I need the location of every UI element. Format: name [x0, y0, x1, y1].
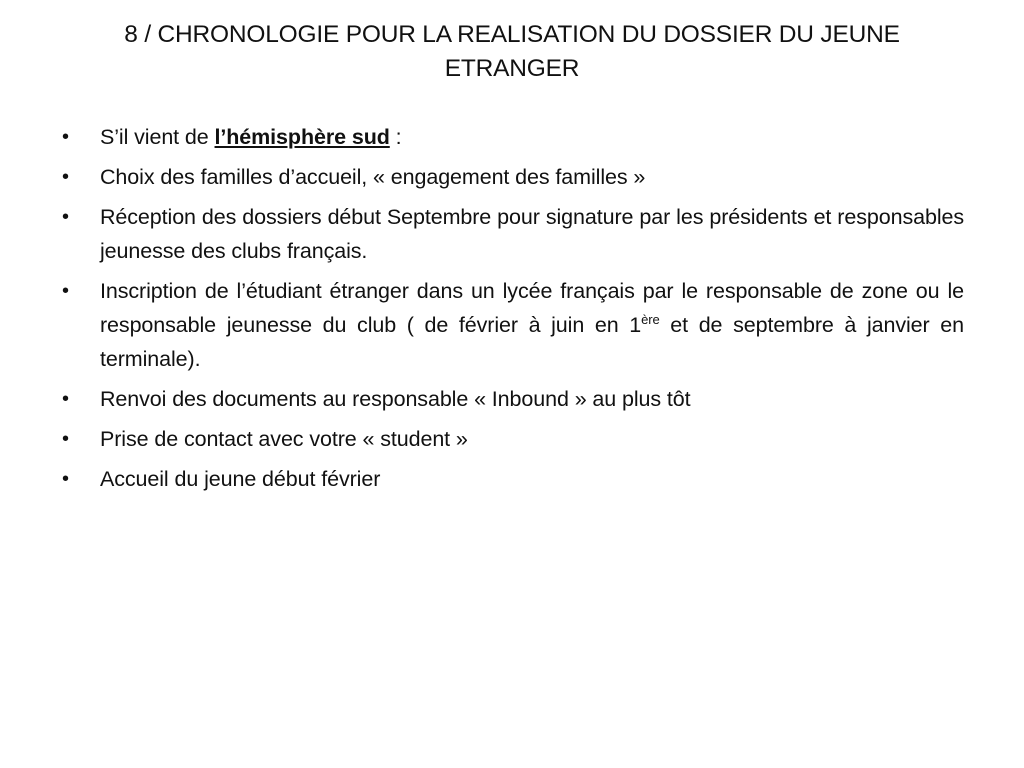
list-item [60, 422, 964, 456]
item-text-prefix: S’il vient de [100, 125, 215, 149]
list-item [60, 160, 964, 194]
item-text: Prise de contact avec votre « student » [100, 427, 468, 451]
list-item [60, 382, 964, 416]
item-text: Choix des familles d’accueil, « engagement des familles » [100, 165, 646, 189]
item-text-before-sup: Inscription de l’étudiant étranger dans un lycée français par le responsable de zone ou le responsable jeunesse du club ( de février à juin en 1 [100, 279, 964, 337]
bullet-icon: • [62, 428, 69, 450]
bullet-icon: • [62, 388, 69, 410]
bullet-icon: • [62, 166, 69, 188]
bullet-icon: • [62, 206, 69, 228]
list-item [60, 274, 964, 376]
item-text: Réception des dossiers début Septembre pour signature par les présidents et responsables jeunesse des clubs français. [100, 205, 964, 263]
bullet-icon: • [62, 280, 69, 302]
bullet-icon: • [62, 126, 69, 148]
item-text: Renvoi des documents au responsable « Inbound » au plus tôt [100, 387, 691, 411]
item-text-suffix: : [389, 125, 402, 149]
item-text-after-sup: et de septembre à janvier en terminale). [100, 313, 964, 371]
item-emphasis: l’hémisphère sud [214, 125, 390, 149]
slide-title: 8 / CHRONOLOGIE POUR LA REALISATION DU DOSSIER DU JEUNE ETRANGER [124, 21, 900, 82]
item-superscript: ère [641, 311, 660, 327]
item-text: Accueil du jeune début février [100, 467, 381, 491]
list-item [60, 462, 964, 496]
list-item [60, 120, 964, 154]
list-item [60, 200, 964, 268]
bullet-icon: • [62, 468, 69, 490]
bullet-list [60, 120, 964, 502]
